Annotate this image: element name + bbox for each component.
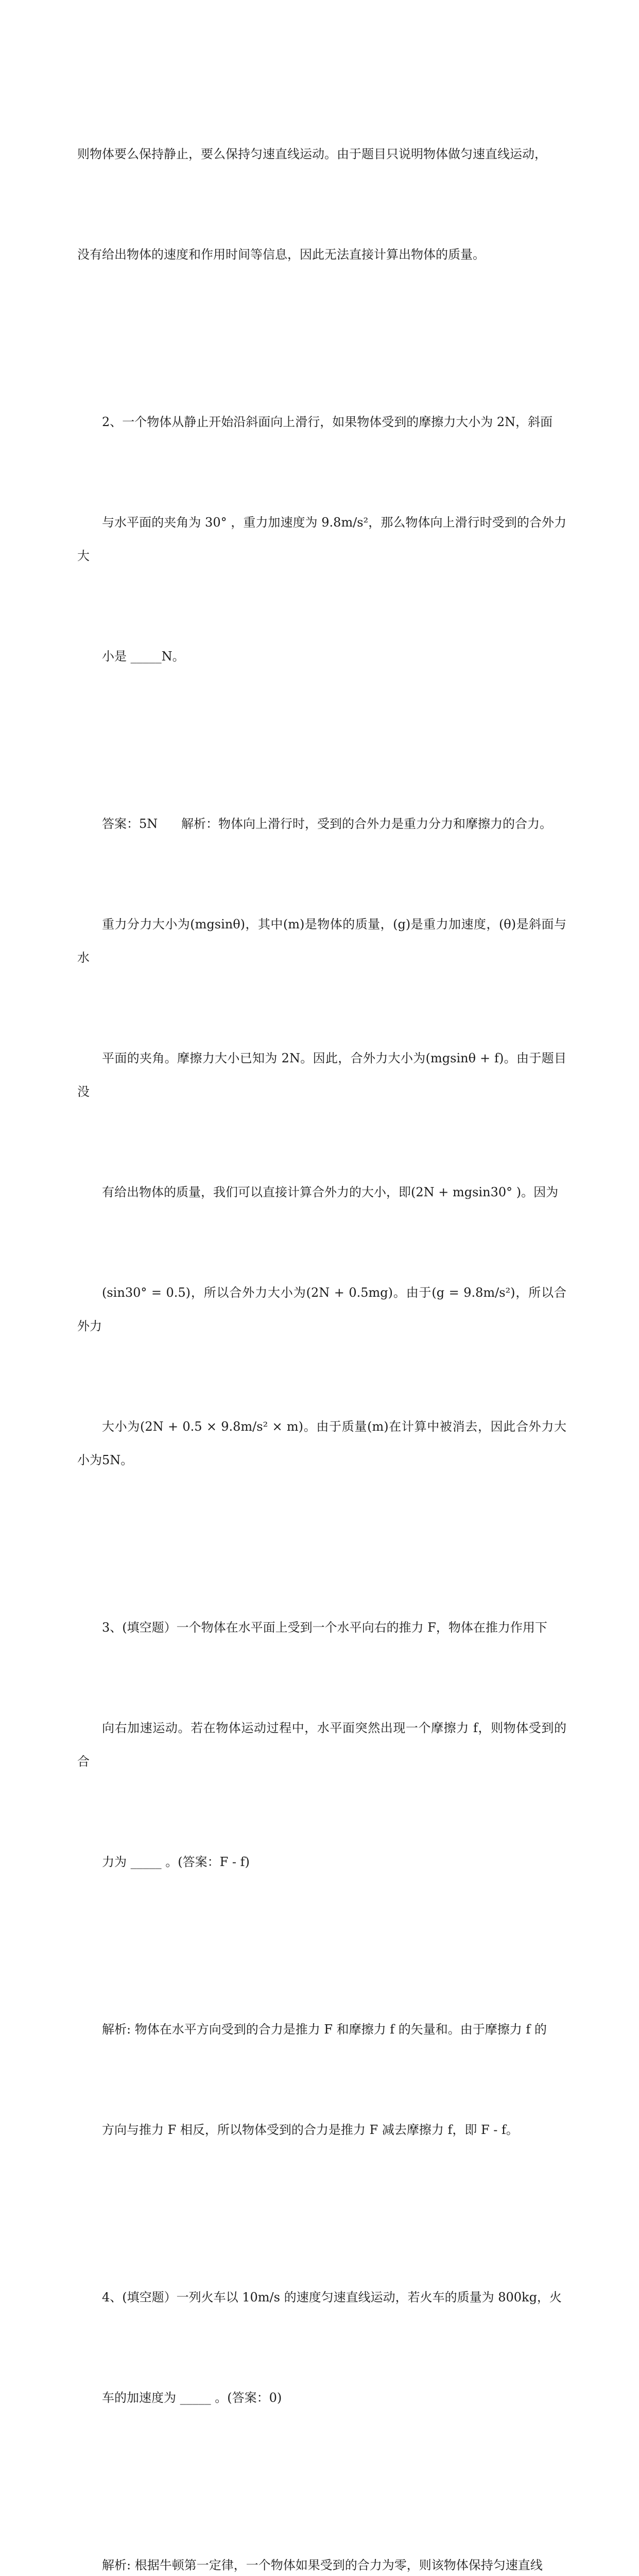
text-line: (sin30° = 0.5)，所以合外力大小为(2N + 0.5mg)。由于(g = 9.8m/s²)，所以合外力 (77, 1285, 566, 1333)
text-line: 大小为(2N + 0.5 × 9.8m/s² × m)。由于质量(m)在计算中被消去，因此合外力大小为5N。 (77, 1419, 566, 1467)
question-4 (77, 2214, 566, 2482)
explanation-4 (77, 2482, 566, 2576)
text-line: 2、一个物体从静止开始沿斜面向上滑行，如果物体受到的摩擦力大小为 2N，斜面 (102, 415, 553, 429)
text-line: 答案：5N 解析：物体向上滑行时，受到的合外力是重力分力和摩擦力的合力。 (102, 817, 552, 831)
text-line: 车的加速度为 _____ 。(答案：0) (102, 2391, 282, 2405)
text-line: 平面的夹角。摩擦力大小已知为 2N。因此，合外力大小为(mgsinθ + f)。由于题目没 (77, 1051, 566, 1099)
text-line: 重力分力大小为(mgsinθ)，其中(m)是物体的质量，(g)是重力加速度，(θ)是斜面与水 (77, 917, 566, 965)
question-3 (77, 1544, 566, 1946)
paragraph-continuation (77, 71, 566, 338)
text-line: 小是 _____N。 (102, 649, 185, 664)
document-page (77, 71, 566, 2576)
text-line: 解析: 物体在水平方向受到的合力是推力 F 和摩擦力 f 的矢量和。由于摩擦力 f 的 (102, 2022, 547, 2037)
text-line: 方向与推力 F 相反，所以物体受到的合力是推力 F 减去摩擦力 f，即 F - f。 (102, 2123, 519, 2137)
text-line: 力为 _____ 。(答案：F - f) (102, 1855, 250, 1869)
text-line: 与水平面的夹角为 30° ，重力加速度为 9.8m/s²，那么物体向上滑行时受到的合外力大 (77, 515, 566, 563)
text-line: 有给出物体的质量，我们可以直接计算合外力的大小，即(2N + mgsin30° )。因为 (102, 1185, 559, 1199)
text-line: 没有给出物体的速度和作用时间等信息，因此无法直接计算出物体的质量。 (77, 247, 485, 262)
text-line: 向右加速运动。若在物体运动过程中，水平面突然出现一个摩擦力 f，则物体受到的合 (77, 1721, 566, 1769)
text-line: 则物体要么保持静止，要么保持匀速直线运动。由于题目只说明物体做匀速直线运动， (77, 147, 547, 161)
answer-2 (77, 740, 566, 1544)
text-line: 解析: 根据牛顿第一定律，一个物体如果受到的合力为零，则该物体保持匀速直线 (102, 2558, 543, 2572)
explanation-3 (77, 1946, 566, 2214)
text-line: 4、(填空题）一列火车以 10m/s 的速度匀速直线运动，若火车的质量为 800kg，火 (102, 2290, 562, 2304)
question-2 (77, 338, 566, 740)
text-line: 3、(填空题）一个物体在水平面上受到一个水平向右的推力 F，物体在推力作用下 (102, 1620, 547, 1635)
